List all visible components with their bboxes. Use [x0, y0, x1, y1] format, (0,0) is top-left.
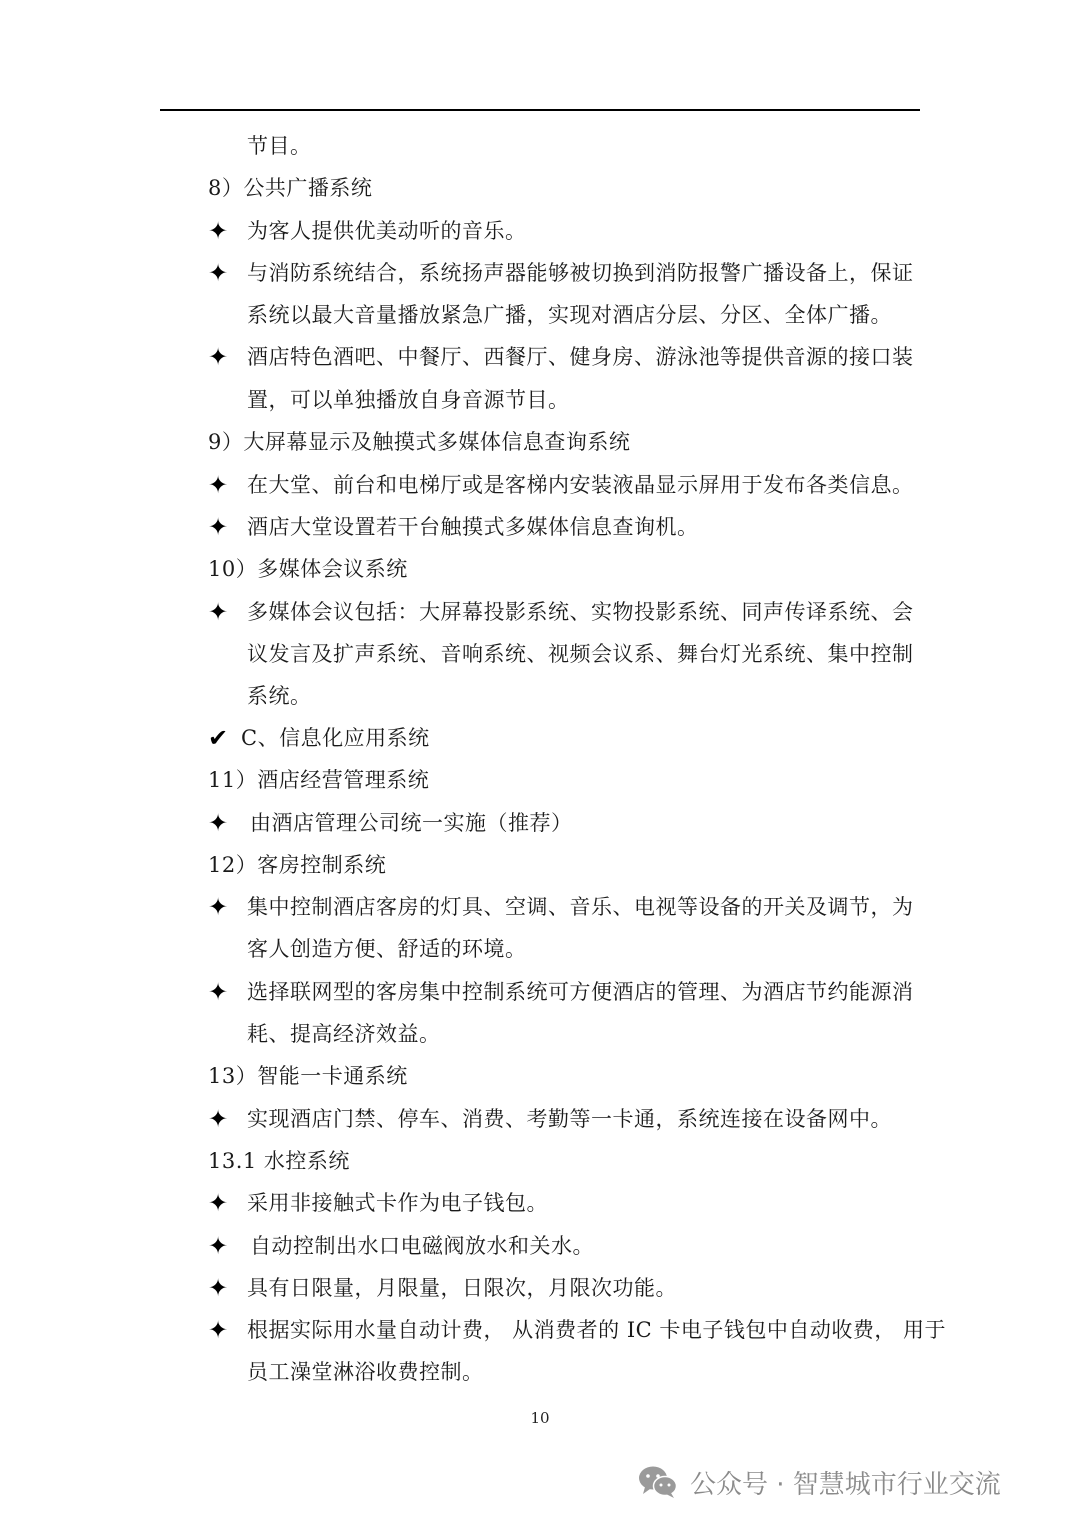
bullet-star-icon: ✦	[207, 513, 229, 541]
subsection-heading: C、信息化应用系统	[241, 726, 430, 750]
bullet-text: 选择联网型的客房集中控制系统可方便酒店的管理、为酒店节约能源消	[247, 980, 914, 1004]
bullet-text-continuation: 置，可以单独播放自身音源节目。	[247, 388, 570, 412]
bullet-text: 实现酒店门禁、停车、消费、考勤等一卡通，系统连接在设备网中。	[247, 1107, 892, 1131]
bullet-text: 集中控制酒店客房的灯具、空调、音乐、电视等设备的开关及调节，为	[247, 895, 914, 919]
bullet-star-icon: ✦	[207, 217, 229, 245]
bullet-star-icon: ✦	[207, 1274, 229, 1302]
bullet-star-icon: ✦	[207, 1189, 229, 1217]
bullet-text: 酒店大堂设置若干台触摸式多媒体信息查询机。	[247, 515, 699, 539]
bullet-text-continuation: 客人创造方便、舒适的环境。	[247, 937, 527, 961]
bullet-star-icon: ✦	[207, 343, 229, 371]
bullet-text: 在大堂、前台和电梯厅或是客梯内安装液晶显示屏用于发布各类信息。	[247, 473, 914, 497]
section-heading: 10）多媒体会议系统	[208, 557, 408, 581]
bullet-text-continuation: 员工澡堂淋浴收费控制。	[247, 1360, 484, 1384]
bullet-text-continuation: 耗、提高经济效益。	[247, 1022, 441, 1046]
text-line: 节目。	[247, 134, 312, 158]
bullet-text: 根据实际用水量自动计费， 从消费者的 IC 卡电子钱包中自动收费， 用于	[247, 1318, 947, 1342]
section-heading: 11）酒店经营管理系统	[208, 768, 430, 792]
bullet-star-icon: ✦	[207, 471, 229, 499]
bullet-star-icon: ✦	[207, 598, 229, 626]
bullet-star-icon: ✦	[207, 259, 229, 287]
bullet-text: 酒店特色酒吧、中餐厅、西餐厅、健身房、游泳池等提供音源的接口装	[247, 345, 914, 369]
bullet-star-icon: ✦	[207, 1232, 229, 1260]
bullet-text: 自动控制出水口电磁阀放水和关水。	[250, 1234, 594, 1258]
bullet-star-icon: ✦	[207, 1105, 229, 1133]
bullet-star-icon: ✦	[207, 978, 229, 1006]
bullet-text-continuation: 系统。	[247, 684, 312, 708]
bullet-text: 由酒店管理公司统一实施（推荐）	[250, 811, 573, 835]
watermark	[638, 1462, 1001, 1502]
bullet-star-icon: ✦	[207, 893, 229, 921]
section-heading: 13）智能一卡通系统	[208, 1064, 408, 1088]
page-number: 10	[530, 1409, 550, 1427]
section-heading: 13.1 水控系统	[208, 1149, 350, 1173]
section-heading: 12）客房控制系统	[208, 853, 387, 877]
bullet-star-icon: ✦	[207, 809, 229, 837]
watermark-text: 公众号 · 智慧城市行业交流	[690, 1469, 1001, 1500]
bullet-text-continuation: 议发言及扩声系统、音响系统、视频会议系、舞台灯光系统、集中控制	[247, 642, 914, 666]
section-heading: 9）大屏幕显示及触摸式多媒体信息查询系统	[208, 430, 631, 454]
bullet-text: 具有日限量，月限量，日限次，月限次功能。	[247, 1276, 677, 1300]
wechat-icon	[638, 1465, 678, 1499]
bullet-text-continuation: 系统以最大音量播放紧急广播，实现对酒店分层、分区、全体广播。	[247, 303, 892, 327]
bullet-text: 与消防系统结合，系统扬声器能够被切换到消防报警广播设备上，保证	[247, 261, 914, 285]
bullet-text: 采用非接触式卡作为电子钱包。	[247, 1191, 548, 1215]
section-heading: 8）公共广播系统	[208, 176, 373, 200]
checkmark-icon: ✔	[207, 724, 229, 752]
header-rule	[160, 109, 920, 111]
bullet-text: 多媒体会议包括：大屏幕投影系统、实物投影系统、同声传译系统、会	[247, 600, 914, 624]
bullet-star-icon: ✦	[207, 1316, 229, 1344]
bullet-text: 为客人提供优美动听的音乐。	[247, 219, 527, 243]
